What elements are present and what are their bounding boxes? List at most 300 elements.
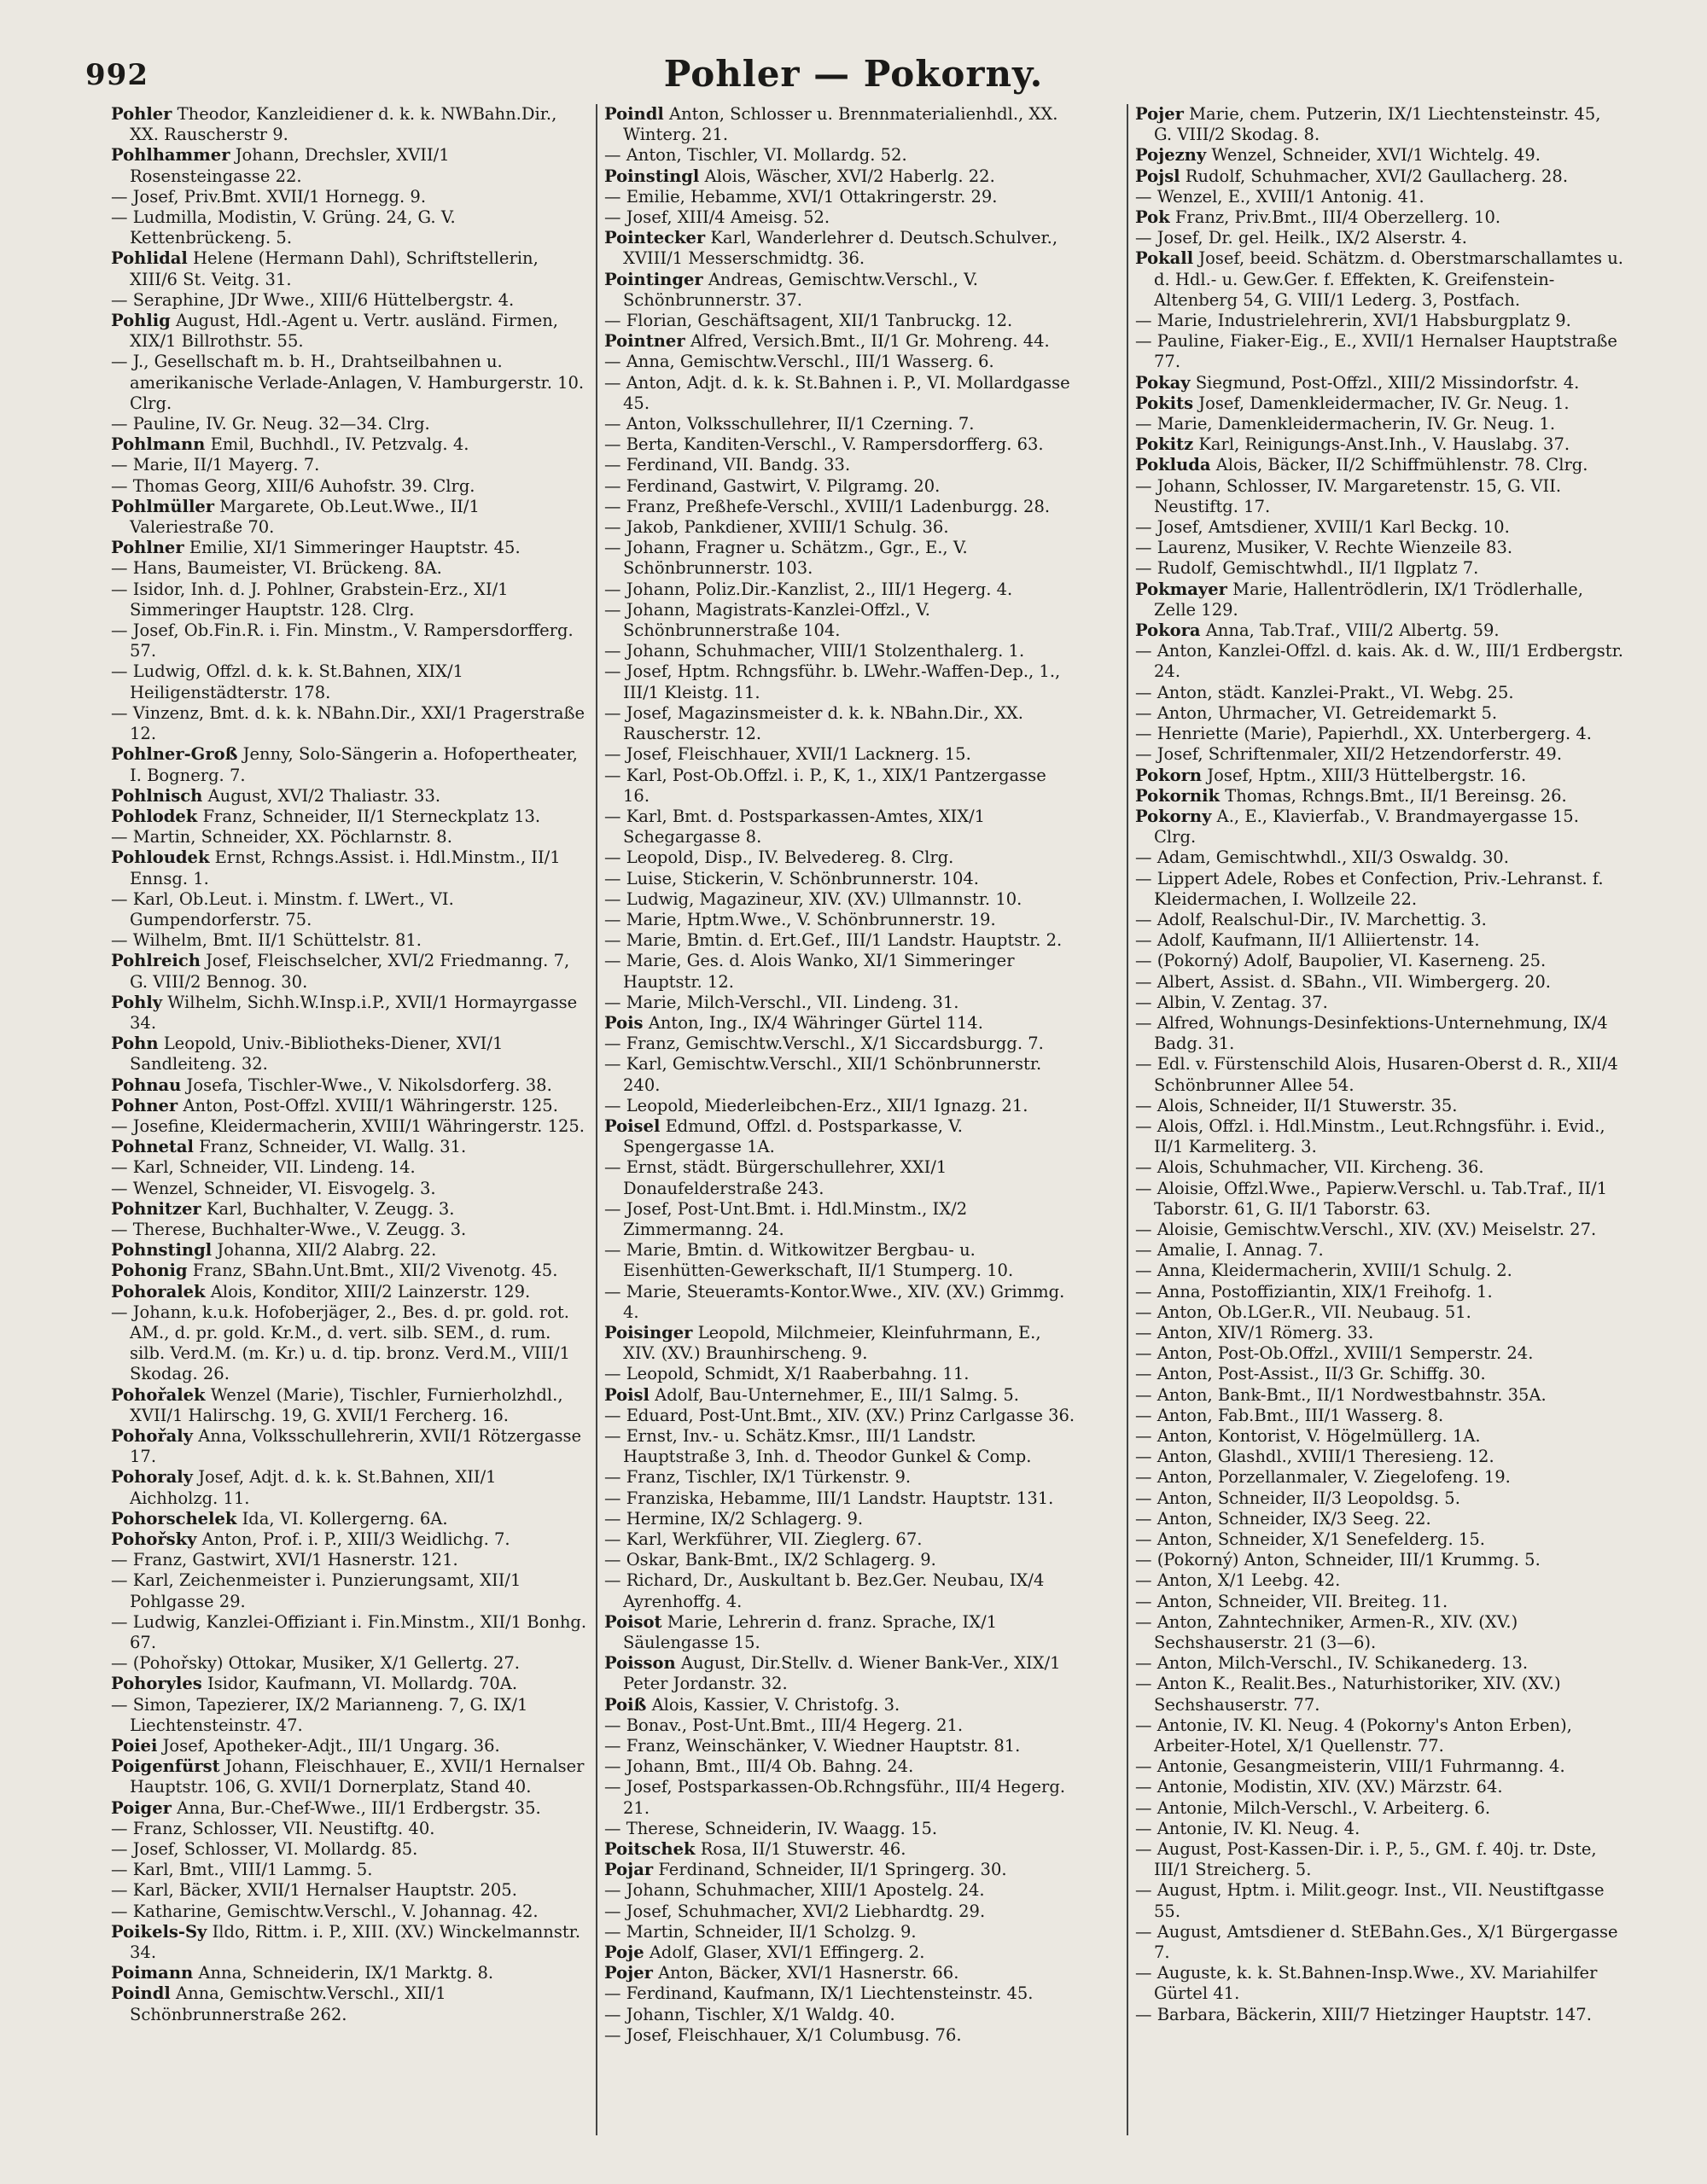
directory-entry [111,993,589,1034]
entry-surname: Poitschek [604,1839,696,1860]
entry-text: — Ferdinand, Kaufmann, IX/1 Liechtensteinstr. 45. [604,1983,1034,2004]
directory-entry [1135,1385,1623,1406]
entry-text: Theodor, Kanzleidiener d. k. k. NWBahn.Dir., XX. Rauscherstr 9. [130,104,557,145]
entry-text: Anton, Bäcker, XVI/1 Hasnerstr. 66. [658,1963,959,1983]
directory-entry [1135,373,1623,393]
entry-text: August, Hdl.-Agent u. Vertr. ausländ. Firmen, XIX/1 Billrothstr. 55. [130,311,559,352]
entry-text: — Wenzel, Schneider, VI. Eisvogelg. 3. [111,1178,436,1198]
directory-entry [604,1983,1077,2004]
entry-surname: Pokorny [1135,806,1212,826]
entry-text: Johann, Fleischhauer, E., XVII/1 Hernalser Hauptstr. 106, G. XVII/1 Dornerplatz, Stand 40. [130,1756,585,1797]
directory-entry [111,951,589,992]
entry-text: Franz, Schneider, VI. Wallg. 31. [199,1137,467,1157]
directory-entry [111,1096,589,1116]
entry-text: — Simon, Tapezierer, IX/2 Marianneng. 7, G. IX/1 Liechtensteinstr. 47. [111,1694,528,1735]
directory-entry [604,1653,1077,1694]
entry-text: — Franziska, Hebamme, III/1 Landstr. Hauptstr. 131. [604,1488,1054,1508]
directory-entry [111,1385,589,1426]
directory-entry [604,1839,1077,1860]
directory-entry [604,1756,1077,1777]
entry-surname: Poisl [604,1384,650,1405]
entry-surname: Poiger [111,1797,172,1818]
entry-text: — Marie, Damenkleidermacherin, IV. Gr. Neug. 1. [1135,414,1556,434]
page-header [0,51,1707,102]
entry-surname: Pohnitzer [111,1198,201,1219]
entry-text: — Johann, Schlosser, IV. Margaretenstr. 15, G. VII. Neustiftg. 17. [1135,475,1562,516]
entry-text: — Leopold, Schmidt, X/1 Raaberbahng. 11. [604,1364,970,1384]
entry-text: — Anton, städt. Kanzlei-Prakt., VI. Webg. 25. [1135,682,1514,702]
directory-entry [604,1963,1077,1983]
entry-text: Ida, VI. Kollergerng. 6A. [242,1508,448,1529]
directory-entry [604,187,1077,207]
entry-text: — Karl, Werkführer, VII. Zieglerg. 67. [604,1529,923,1550]
entry-text: — Adolf, Kaufmann, II/1 Alliiertenstr. 14. [1135,930,1480,951]
entry-text: — Anton, Milch-Verschl., IV. Schikanederg. 13. [1135,1653,1529,1674]
entry-text: — Hans, Baumeister, VI. Brückeng. 8A. [111,558,442,579]
entry-surname: Pointinger [604,269,703,289]
entry-text: — Laurenz, Musiker, V. Rechte Wienzeile 83. [1135,538,1513,558]
entry-text: — Johann, Tischler, X/1 Waldg. 40. [604,2004,895,2024]
entry-text: — Albin, V. Zentag. 37. [1135,992,1328,1012]
entry-text: — Josef, Fleischhauer, X/1 Columbusg. 76. [604,2024,962,2045]
entry-surname: Poisson [604,1653,676,1674]
entry-text: — Alois, Schuhmacher, VII. Kircheng. 36. [1135,1157,1484,1178]
entry-text: — Johann, k.u.k. Hofoberjäger, 2., Bes. d. pr. gold. rot. AM., d. pr. gold. Kr.M., d. vert. silb. SEM., d. rum. silb. Verd.M. (m. Kr.) u. d. tip. bronz. Verd.M., VIII/1 Skodag. 26. [111,1302,570,1384]
directory-entry [111,744,589,785]
entry-surname: Pohořalek [111,1384,206,1405]
entry-text: — Josef, Hptm. Rchngsführ. b. LWehr.-Waffen-Dep., 1., III/1 Kleistg. 11. [604,661,1061,702]
entry-surname: Pohnau [111,1075,182,1095]
entry-text: — Josef, Priv.Bmt. XVII/1 Hornegg. 9. [111,186,427,207]
entry-text: Anna, Gemischtw.Verschl., XII/1 Schönbrunnerstraße 262. [130,1983,446,2024]
directory-entry [111,558,589,579]
entry-text: — Franz, Weinschänker, V. Wiedner Hauptstr. 81. [604,1736,1021,1756]
directory-entry [1135,1343,1623,1364]
entry-surname: Pohly [111,992,163,1012]
directory-entry [1135,910,1623,930]
entry-surname: Pojer [1135,104,1184,124]
entry-text: — Adolf, Realschul-Dir., IV. Marchettig. 3. [1135,909,1487,929]
entry-text: — Josefine, Kleidermacherin, XVIII/1 Währingerstr. 125. [111,1115,585,1136]
entry-surname: Pois [604,1012,644,1033]
entry-text: Franz, Schneider, II/1 Sterneckplatz 13. [202,806,541,826]
directory-entry [111,1116,589,1137]
entry-surname: Pokora [1135,620,1201,641]
directory-entry [111,1983,589,2024]
entry-text: — J., Gesellschaft m. b. H., Drahtseilbahnen u. amerikanische Verlade-Anlagen, V. Hamburgerstr. 10. Clrg. [111,352,585,413]
entry-text: — Edl. v. Fürstenschild Alois, Husaren-Oberst d. R., XII/4 Schönbrunner Allee 54. [1135,1054,1618,1095]
directory-entry [604,1715,1077,1736]
directory-entry [111,1570,589,1611]
entry-surname: Pohlhammer [111,145,230,166]
entry-text: — Richard, Dr., Auskultant b. Bez.Ger. Neubau, IX/4 Ayrenhoffg. 4. [604,1570,1045,1611]
directory-entry [111,786,589,807]
directory-entry [604,1509,1077,1529]
directory-entry [1135,972,1623,993]
entry-text: Ferdinand, Schneider, II/1 Springerg. 30. [658,1860,1007,1880]
entry-text: — Seraphine, JDr Wwe., XIII/6 Hüttelbergstr. 4. [111,289,515,310]
directory-entry [1135,187,1623,207]
entry-text: Ernst, Rchngs.Assist. i. Hdl.Minstm., II/1 Ennsg. 1. [130,847,561,888]
entry-text: Rosa, II/1 Stuwerstr. 46. [700,1839,906,1860]
entry-text: — Marie, Hptm.Wwe., V. Schönbrunnerstr. 19. [604,909,996,929]
directory-entry [604,434,1077,455]
entry-text: Anna, Schneiderin, IX/1 Marktg. 8. [198,1963,494,1983]
entry-text: Alois, Konditor, XIII/2 Lainzerstr. 129. [210,1281,531,1302]
entry-surname: Pokitz [1135,434,1194,455]
entry-text: — Ludwig, Magazineur, XIV. (XV.) Ullmannstr. 10. [604,888,1022,909]
entry-text: — Anton, Schneider, VII. Breiteg. 11. [1135,1591,1448,1611]
directory-entry [604,476,1077,497]
entry-text: A., E., Klavierfab., V. Brandmayergasse 15. Clrg. [1154,806,1579,847]
directory-entry [1135,579,1623,620]
directory-entry [1135,1488,1623,1509]
entry-surname: Pohloudek [111,847,210,868]
page-number: 992 [85,58,149,92]
entry-text: Anton, Post-Offzl. XVIII/1 Währingerstr. 125. [183,1095,558,1115]
entry-text: — Ferdinand, Gastwirt, V. Pilgramg. 20. [604,475,941,496]
entry-text: — Josef, Schuhmacher, XVI/2 Liebhardtg. 29. [604,1901,986,1921]
entry-surname: Poisel [604,1115,661,1136]
directory-entry [604,1240,1077,1281]
entry-text: — Rudolf, Gemischtwhdl., II/1 Ilgplatz 7. [1135,558,1479,579]
entry-surname: Poisinger [604,1322,693,1342]
entry-text: — Karl, Ob.Leut. i. Minstm. f. LWert., VI. Gumpendorferstr. 75. [111,888,454,929]
directory-entry [604,889,1077,910]
directory-entry [604,951,1077,992]
entry-text: Jenny, Solo-Sängerin a. Hofopertheater, I. Bognerg. 7. [130,744,578,785]
entry-text: — Adam, Gemischtwhdl., XII/3 Oswaldg. 30. [1135,847,1509,868]
entry-text: — Berta, Kanditen-Verschl., V. Rampersdorfferg. 63. [604,434,1044,455]
directory-entry [111,1467,589,1508]
entry-text: — Oskar, Bank-Bmt., IX/2 Schlagerg. 9. [604,1550,936,1570]
directory-entry [604,1096,1077,1116]
entry-text: — Auguste, k. k. St.Bahnen-Insp.Wwe., XV. Mariahilfer Gürtel 41. [1135,1963,1598,2004]
directory-entry [111,1674,589,1694]
directory-entry [111,1529,589,1550]
directory-entry [604,104,1077,145]
directory-entry [111,1819,589,1839]
directory-entry [604,517,1077,538]
directory-entry [1135,1220,1623,1240]
entry-text: Josef, beeid. Schätzm. d. Oberstmarschallamtes u. d. Hdl.- u. Gew.Ger. f. Effekten, K. Greifenstein-Altenberg 54, G. VIII/1 Lederg. 3, Postfach. [1154,248,1623,310]
entry-text: — August, Hptm. i. Milit.geogr. Inst., VII. Neustiftgasse 55. [1135,1880,1605,1921]
entry-text: — Jakob, Pankdiener, XVIII/1 Schulg. 36. [604,517,949,538]
directory-entry [1135,145,1623,166]
entry-text: — Josef, Post-Unt.Bmt. i. Hdl.Minstm., IX/2 Zimmermanng. 24. [604,1198,968,1239]
entry-text: Andreas, Gemischtw.Verschl., V. Schönbrunnerstr. 37. [623,269,978,310]
entry-surname: Pohlmüller [111,496,215,516]
entry-text: — Leopold, Disp., IV. Belvedereg. 8. Clrg. [604,847,954,868]
directory-entry [1135,1426,1623,1447]
directory-entry [604,1054,1077,1095]
directory-entry [1135,393,1623,414]
entry-text: — Barbara, Bäckerin, XIII/7 Hietzinger Hauptstr. 147. [1135,2004,1592,2024]
entry-surname: Pohlner [111,538,184,558]
directory-entry [111,1798,589,1819]
entry-surname: Pojezny [1135,145,1207,166]
entry-text: Adolf, Glaser, XVI/1 Effingerg. 2. [649,1942,925,1963]
entry-text: — Anton, Schneider, IX/3 Seeg. 22. [1135,1508,1431,1529]
entry-surname: Pohoralek [111,1281,206,1302]
directory-entry [604,373,1077,414]
entry-text: — Antonie, Gesangmeisterin, VIII/1 Fuhrmanng. 4. [1135,1756,1565,1777]
directory-entry [1135,538,1623,558]
directory-entry [604,703,1077,744]
directory-entry [111,104,589,145]
directory-entry [1135,724,1623,744]
directory-entry [1135,414,1623,434]
entry-text: — Karl, Zeichenmeister i. Punzierungsamt, XII/1 Pohlgasse 29. [111,1570,521,1611]
entry-text: — Anton K., Realit.Bes., Naturhistoriker, XIV. (XV.) Sechshauserstr. 77. [1135,1674,1561,1715]
entry-surname: Pohlidal [111,248,188,269]
entry-text: Franz, Priv.Bmt., III/4 Oberzellerg. 10. [1174,207,1501,228]
entry-text: — Anton, Schneider, II/3 Leopoldsg. 5. [1135,1488,1460,1508]
entry-text: — Isidor, Inh. d. J. Pohlner, Grabstein-Erz., XI/1 Simmeringer Hauptstr. 128. Clrg. [111,579,509,620]
directory-entry [111,1157,589,1178]
entry-text: — Martin, Schneider, XX. Pöchlarnstr. 8. [111,827,452,847]
entry-text: — Vinzenz, Bmt. d. k. k. NBahn.Dir., XXI/1 Pragerstraße 12. [111,702,586,744]
entry-text: — Anton, Tischler, VI. Mollardg. 52. [604,145,907,166]
entry-text: Karl, Wanderlehrer d. Deutsch.Schulver., XVIII/1 Messerschmidtg. 36. [623,228,1058,269]
entry-text: Emil, Buchhdl., IV. Petzvalg. 4. [210,434,469,455]
directory-entry [1135,2005,1623,2025]
directory-entry [111,414,589,434]
directory-entry [1135,248,1623,311]
entry-text: — Katharine, Gemischtw.Verschl., V. Johannag. 42. [111,1901,539,1921]
entry-surname: Pointner [604,331,685,352]
entry-text: Alfred, Versich.Bmt., II/1 Gr. Mohreng. 44. [690,331,1050,352]
entry-text: Margarete, Ob.Leut.Wwe., II/1 Valeriestraße 70. [130,496,480,538]
entry-text: — Anna, Postoffiziantin, XIX/1 Freihofg. 1. [1135,1281,1493,1302]
directory-entry [111,1922,589,1963]
directory-entry [604,993,1077,1013]
entry-text: — Ernst, Inv.- u. Schätz.Kmsr., III/1 Landstr. Hauptstraße 3, Inh. d. Theodor Gunkel & Comp. [604,1426,1032,1467]
entry-text: — Josef, Dr. gel. Heilk., IX/2 Alserstr. 4. [1135,228,1467,248]
entry-text: Josef, Adjt. d. k. k. St.Bahnen, XII/1 Aichholzg. 11. [130,1467,497,1508]
entry-text: — Ludmilla, Modistin, V. Grüng. 24, G. V. Kettenbrückeng. 5. [111,207,456,248]
directory-entry [1135,1756,1623,1777]
entry-surname: Pokornik [1135,785,1221,806]
entry-surname: Pokits [1135,393,1194,413]
directory-entry [1135,807,1623,847]
entry-text: — Josef, Schriftenmaler, XII/2 Hetzendorferstr. 49. [1135,744,1563,765]
directory-entry [1135,786,1623,807]
directory-entry [604,497,1077,517]
directory-entry [604,1942,1077,1963]
directory-entry [604,207,1077,228]
directory-entry [111,1034,589,1075]
directory-entry [604,2005,1077,2025]
directory-entry [111,1426,589,1467]
entry-text: — Anna, Kleidermacherin, XVIII/1 Schulg. 2. [1135,1261,1512,1281]
directory-entry [111,1261,589,1281]
entry-text: — Martin, Schneider, II/1 Scholzg. 9. [604,1921,917,1942]
entry-surname: Pohorschelek [111,1508,237,1529]
entry-text: — Josef, Postsparkassen-Ob.Rchngsführ., III/4 Hegerg. 21. [604,1777,1066,1818]
directory-entry [604,228,1077,269]
directory-entry [1135,1570,1623,1591]
entry-text: Karl, Reinigungs-Anst.Inh., V. Hauslabg. 37. [1198,434,1570,455]
entry-text: — Anton, X/1 Leebg. 42. [1135,1570,1341,1591]
entry-text: — Lippert Adele, Robes et Confection, Priv.-Lehranst. f. Kleidermachen, I. Wollzeile 22. [1135,868,1604,909]
directory-entry [111,703,589,744]
directory-entry [111,352,589,414]
directory-entry [111,1282,589,1302]
entry-text: — Anton, Adjt. d. k. k. St.Bahnen i. P., VI. Mollardgasse 45. [604,372,1070,413]
entry-text: — Karl, Post-Ob.Offzl. i. P., K, 1., XIX/1 Pantzergasse 16. [604,765,1046,806]
directory-entry [1135,847,1623,868]
entry-text: — Karl, Gemischtw.Verschl., XII/1 Schönbrunnerstr. 240. [604,1054,1042,1095]
directory-entry [604,766,1077,807]
entry-text: — Josef, Schlosser, VI. Mollardg. 85. [111,1839,418,1860]
directory-entry [604,869,1077,889]
directory-entry [111,476,589,497]
entry-text: — August, Amtsdiener d. StEBahn.Ges., X/1 Bürgergasse 7. [1135,1921,1618,1963]
directory-entry [604,1612,1077,1653]
directory-entry [1135,993,1623,1013]
directory-entry [1135,1819,1623,1839]
directory-entry [1135,620,1623,641]
directory-entry [1135,311,1623,331]
directory-entry [111,847,589,888]
directory-entry [604,1902,1077,1922]
directory-entry [604,1695,1077,1715]
directory-entry [1135,434,1623,455]
entry-text: — Josef, Ob.Fin.R. i. Fin. Minstm., V. Rampersdorfferg. 57. [111,620,574,661]
entry-text: — Ludwig, Offzl. d. k. k. St.Bahnen, XIX/1 Heiligenstädterstr. 178. [111,661,463,702]
entry-text: — Anton, Volksschullehrer, II/1 Czerning. 7. [604,414,975,434]
directory-entry [1135,703,1623,724]
directory-entry [604,661,1077,702]
column-3 [1127,104,1623,2135]
directory-entry [604,311,1077,331]
directory-entry [111,661,589,702]
entry-text: — Anton, Kanzlei-Offzl. d. kais. Ak. d. W., III/1 Erdbergstr. 24. [1135,641,1623,682]
directory-entry [1135,1592,1623,1612]
entry-text: — Alois, Schneider, II/1 Stuwerstr. 35. [1135,1095,1458,1115]
directory-entry [1135,641,1623,682]
entry-text: — Alfred, Wohnungs-Desinfektions-Unternehmung, IX/4 Badg. 31. [1135,1012,1608,1054]
entry-surname: Pojer [604,1963,653,1983]
entry-surname: Pohlig [111,311,171,331]
directory-entry [604,930,1077,951]
entry-text: August, Dir.Stellv. d. Wiener Bank-Ver., XIX/1 Peter Jordanstr. 32. [623,1653,1061,1694]
directory-entry [604,1034,1077,1054]
entry-text: — Thomas Georg, XIII/6 Auhofstr. 39. Clrg. [111,475,475,496]
entry-surname: Pok [1135,207,1170,228]
directory-entry [111,497,589,538]
directory-entry [1135,1054,1623,1095]
entry-text: — Aloisie, Gemischtw.Verschl., XIV. (XV.) Meiselstr. 27. [1135,1219,1597,1239]
directory-entry [1135,744,1623,765]
entry-surname: Pohoraly [111,1467,193,1488]
directory-entry [604,1323,1077,1364]
directory-entry [604,538,1077,579]
directory-entry [604,1488,1077,1509]
directory-entry [604,641,1077,661]
directory-entry [111,290,589,311]
entry-text: — Franz, Preßhefe-Verschl., XVIII/1 Ladenburgg. 28. [604,496,1051,516]
entry-text: — Anton, Porzellanmaler, V. Ziegelofeng. 19. [1135,1467,1511,1488]
directory-entry [111,889,589,930]
entry-text: — Anton, Zahntechniker, Armen-R., XIV. (XV.) Sechshauserstr. 21 (3—6). [1135,1611,1518,1653]
entry-surname: Poikels-Sy [111,1921,207,1942]
directory-entry [1135,1282,1623,1302]
directory-entry [1135,951,1623,971]
entry-text: — Johann, Poliz.Dir.-Kanzlist, 2., III/1 Hegerg. 4. [604,579,1013,599]
entry-text: — Anton, Uhrmacher, VI. Getreidemarkt 5. [1135,702,1498,723]
directory-entry [111,807,589,827]
directory-entry [604,847,1077,868]
entry-text: Leopold, Univ.-Bibliotheks-Diener, XVI/1 Sandleiteng. 32. [130,1034,504,1075]
directory-entry [1135,331,1623,372]
directory-entry [604,1199,1077,1240]
entry-text: — Karl, Bäcker, XVII/1 Hernalser Hauptstr. 205. [111,1880,517,1901]
entry-text: Wenzel, Schneider, XVI/1 Wichtelg. 49. [1211,145,1541,166]
directory-entry [604,1426,1077,1467]
directory-entry [1135,166,1623,187]
directory-entry [111,311,589,352]
directory-entry [1135,1261,1623,1281]
entry-text: — Luise, Stickerin, V. Schönbrunnerstr. 104. [604,868,979,888]
entry-text: — Anton, Kontorist, V. Högelmüllerg. 1A. [1135,1426,1481,1446]
entry-text: — Marie, Bmtin. d. Ert.Gef., III/1 Landstr. Hauptstr. 2. [604,930,1063,951]
entry-surname: Poigenfürst [111,1756,220,1777]
directory-entry [111,1220,589,1240]
directory-entry [604,1736,1077,1756]
directory-entry [604,455,1077,475]
directory-entry [1135,1157,1623,1178]
directory-entry [604,1013,1077,1034]
entry-text: Rudolf, Schuhmacher, XVI/2 Gaullacherg. 28. [1185,166,1569,186]
directory-entry [1135,104,1623,145]
directory-entry [111,1653,589,1674]
entry-surname: Pokluda [1135,455,1211,475]
directory-entry [604,1922,1077,1942]
directory-entry [1135,558,1623,579]
entry-text: — Johann, Fragner u. Schätzm., Ggr., E., V. Schönbrunnerstr. 103. [604,538,968,579]
column-2 [596,104,1077,2135]
entry-surname: Pohlnisch [111,785,203,806]
directory-entry [1135,476,1623,517]
directory-entry [604,579,1077,600]
entry-text: Adolf, Bau-Unternehmer, E., III/1 Salmg. 5. [655,1384,1019,1405]
entry-surname: Pohn [111,1034,159,1054]
directory-entry [1135,1963,1623,2004]
entry-surname: Pohonig [111,1261,188,1281]
directory-entry [1135,683,1623,703]
entry-text: — Wilhelm, Bmt. II/1 Schüttelstr. 81. [111,930,422,951]
entry-text: — Franz, Gastwirt, XVI/1 Hasnerstr. 121. [111,1550,458,1570]
directory-entry [1135,1179,1623,1220]
entry-surname: Pokay [1135,372,1191,393]
entry-text: — Florian, Geschäftsagent, XII/1 Tanbruckg. 12. [604,311,1013,331]
directory-entry [1135,1922,1623,1963]
running-title: Pohler — Pokorny. [663,53,1044,95]
directory-entry [1135,1715,1623,1756]
entry-text: — Leopold, Miederleibchen-Erz., XII/1 Ignazg. 21. [604,1095,1028,1115]
directory-entry [111,1075,589,1096]
directory-entry [111,1199,589,1220]
entry-text: Ildo, Rittm. i. P., XIII. (XV.) Winckelmannstr. 34. [130,1921,581,1963]
entry-text: — Johann, Bmt., III/4 Ob. Bahng. 24. [604,1756,914,1777]
directory-entry [604,1529,1077,1550]
directory-entry [1135,1839,1623,1880]
directory-entry [604,270,1077,311]
entry-text: — Marie, Industrielehrerin, XVI/1 Habsburgplatz 9. [1135,311,1571,331]
entry-text: Edmund, Offzl. d. Postsparkasse, V. Spengergasse 1A. [623,1115,964,1157]
